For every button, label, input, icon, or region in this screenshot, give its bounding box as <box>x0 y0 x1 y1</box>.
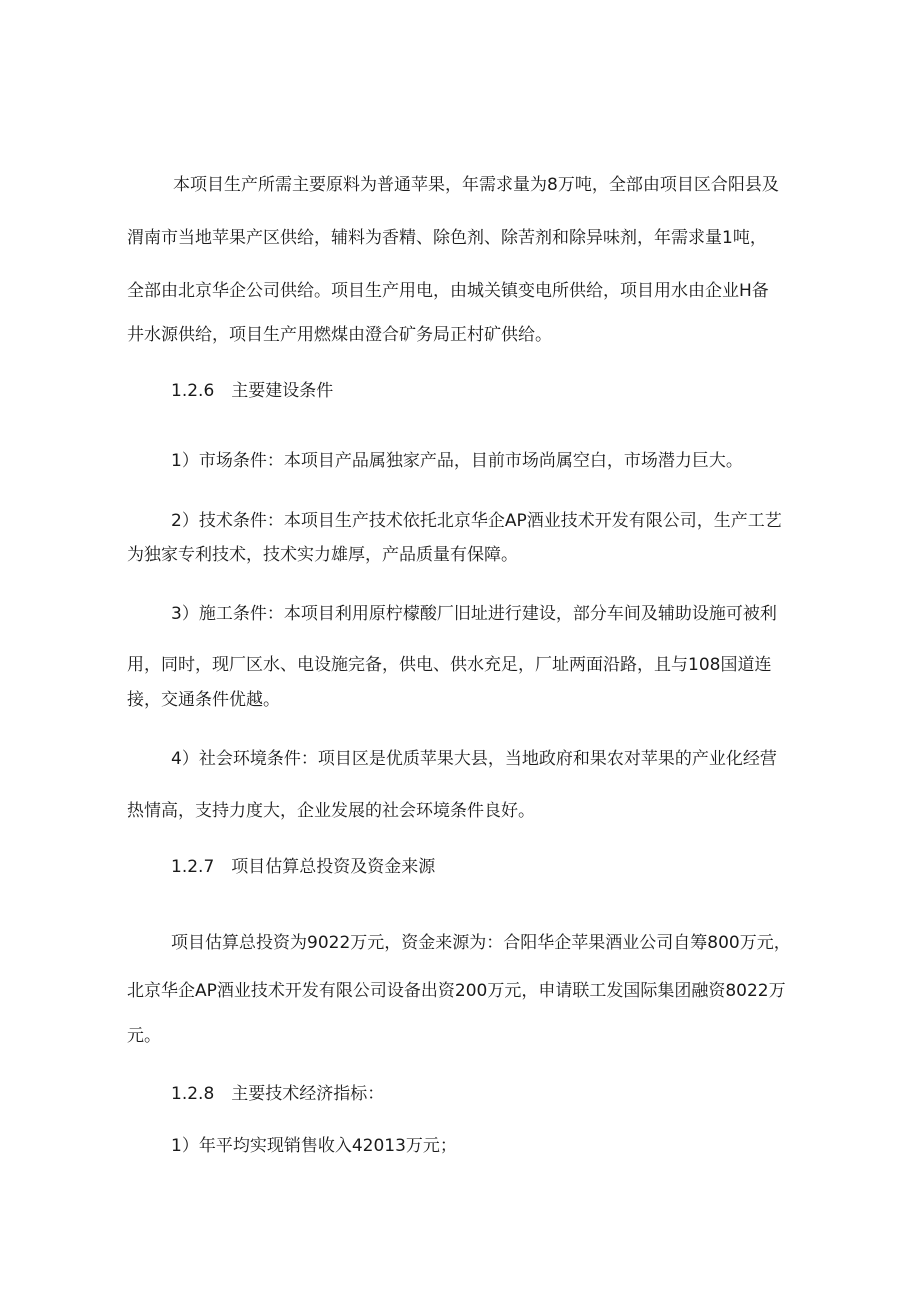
indicator-sales-revenue: 1）年平均实现销售收入42013万元； <box>171 1136 457 1156</box>
paragraph-investment-line-1: 项目估算总投资为9022万元，资金来源为：合阳华企苹果酒业公司自筹800万元， <box>171 933 791 953</box>
paragraph-materials-line-4: 井水源供给，项目生产用燃煤由澄合矿务局正村矿供给。 <box>127 325 552 345</box>
heading-1-2-7: 1.2.7 项目估算总投资及资金来源 <box>171 857 436 877</box>
heading-1-2-8: 1.2.8 主要技术经济指标： <box>171 1084 385 1104</box>
paragraph-materials-line-2: 渭南市当地苹果产区供给，辅料为香精、除色剂、除苦剂和除异味剂，年需求量1吨， <box>127 228 767 248</box>
heading-1-2-6: 1.2.6 主要建设条件 <box>171 381 334 401</box>
paragraph-market: 1）市场条件：本项目产品属独家产品，目前市场尚属空白，市场潜力巨大。 <box>171 451 743 471</box>
paragraph-social-line-1: 4）社会环境条件：项目区是优质苹果大县，当地政府和果农对苹果的产业化经营 <box>171 749 777 769</box>
paragraph-social-line-2: 热情高，支持力度大，企业发展的社会环境条件良好。 <box>127 801 535 821</box>
paragraph-construction-line-2: 用，同时，现厂区水、电设施完备，供电、供水充足，厂址两面沿路，且与108国道连 <box>127 655 772 675</box>
paragraph-construction-line-3: 接，交通条件优越。 <box>127 690 280 710</box>
paragraph-investment-line-2: 北京华企AP酒业技术开发有限公司设备出资200万元，申请联工发国际集团融资8022万 <box>127 981 786 1001</box>
paragraph-tech-line-2: 为独家专利技术，技术实力雄厚，产品质量有保障。 <box>127 545 518 565</box>
paragraph-materials-line-1: 本项目生产所需主要原料为普通苹果，年需求量为8万吨，全部由项目区合阳县及 <box>173 175 779 195</box>
paragraph-tech-line-1: 2）技术条件：本项目生产技术依托北京华企AP酒业技术开发有限公司，生产工艺 <box>171 511 782 531</box>
paragraph-construction-line-1: 3）施工条件：本项目利用原柠檬酸厂旧址进行建设，部分车间及辅助设施可被利 <box>171 604 777 624</box>
paragraph-investment-line-3: 元。 <box>127 1026 161 1046</box>
paragraph-materials-line-3: 全部由北京华企公司供给。项目生产用电，由城关镇变电所供给，项目用水由企业H备 <box>127 281 769 301</box>
